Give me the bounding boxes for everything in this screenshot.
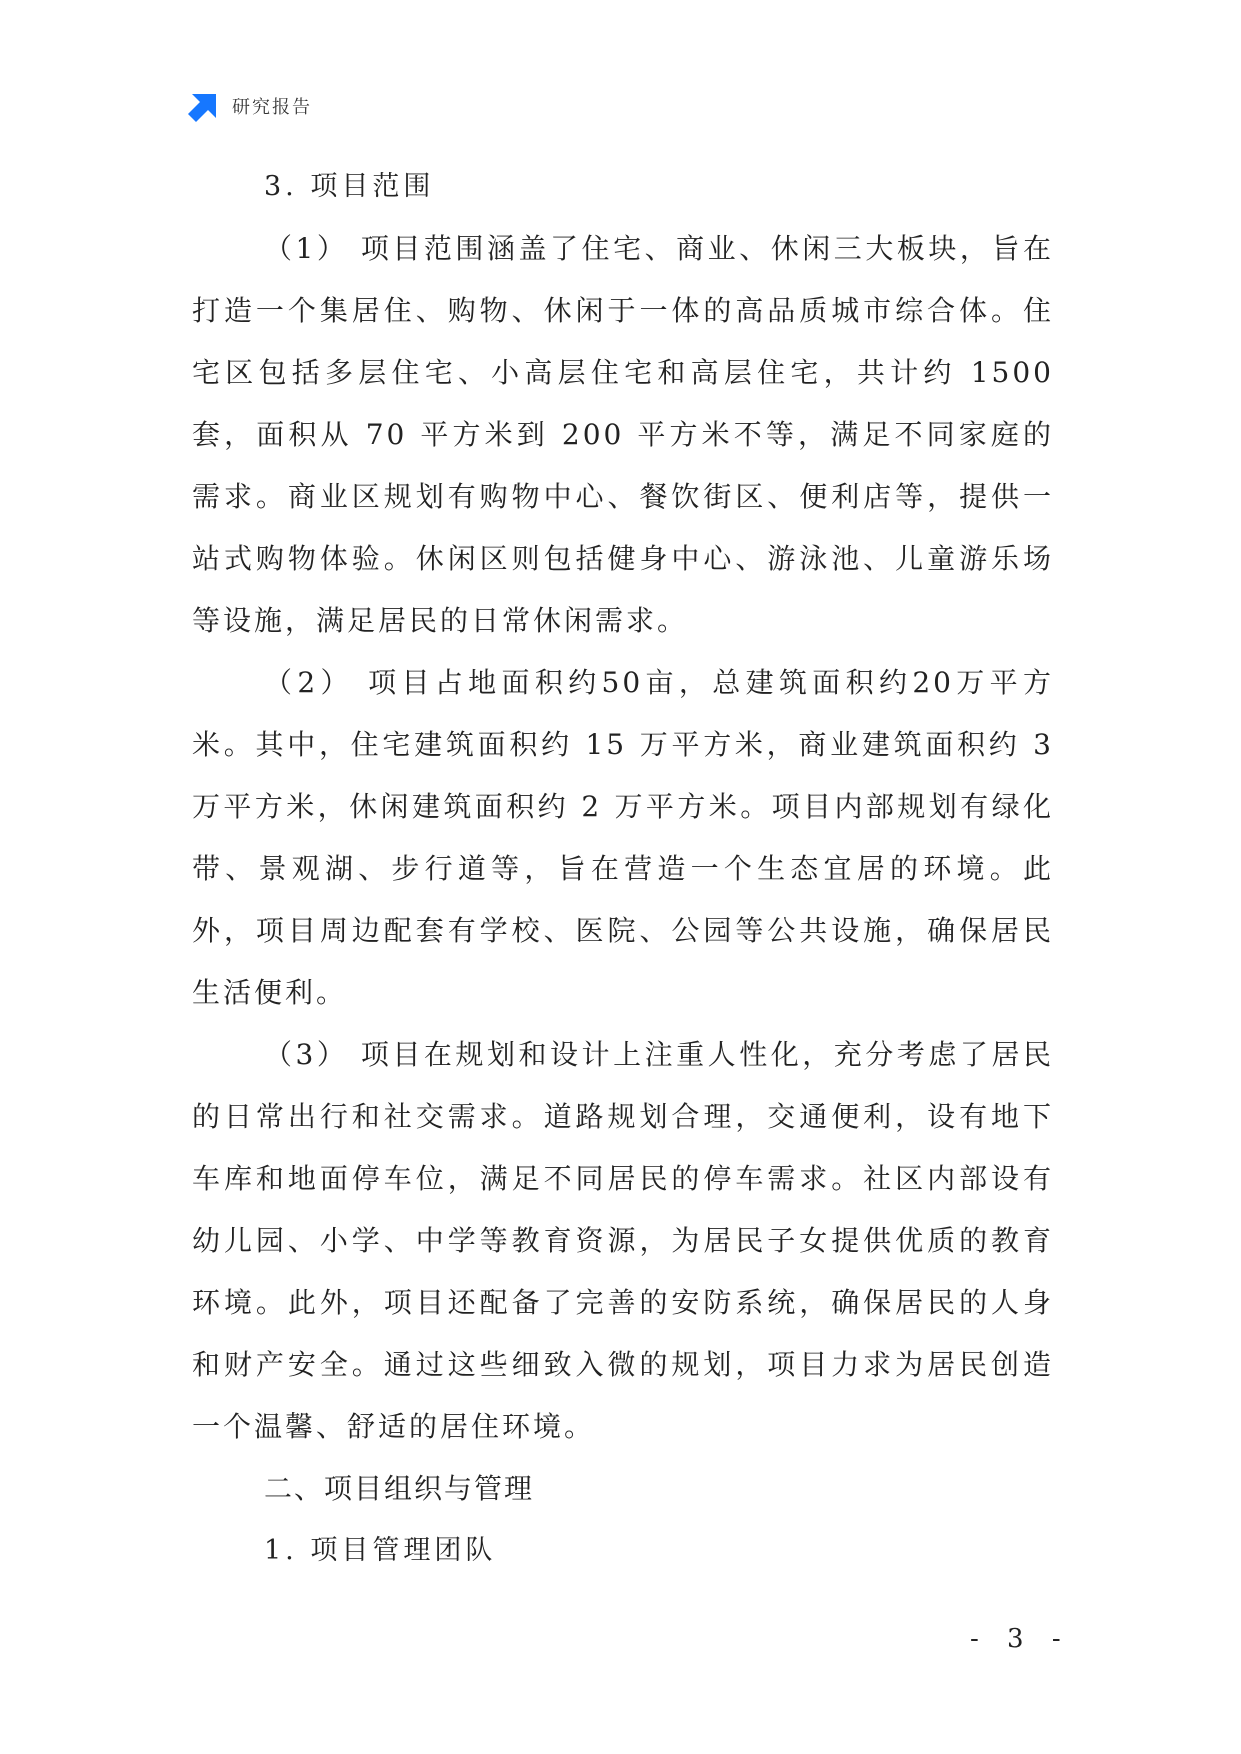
page-number: - 3 - [970,1624,1071,1654]
subsection-heading: 1. 项目管理团队 [264,1535,497,1566]
report-label: 研究报告 [232,97,312,118]
document-body [192,156,1054,1582]
paragraph-2: （2） 项目占地面积约50亩，总建筑面积约20万平方米。其中，住宅建筑面积约 15 万平方米，商业建筑面积约 3 万平方米，休闲建筑面积约 2 万平方米。项目内部规划有绿化带、景观湖、步行道等，旨在营造一个生态宜居的环境。此外，项目周边配套有学校、医院、公园等公共设施，确保居民生活便利。 [192,666,1054,1009]
paragraph-1: （1） 项目范围涵盖了住宅、商业、休闲三大板块，旨在打造一个集居住、购物、休闲于一体的高品质城市综合体。住宅区包括多层住宅、小高层住宅和高层住宅，共计约 1500 套，面积从 70 平方米到 200 平方米不等，满足不同家庭的需求。商业区规划有购物中心、餐饮街区、便利店等，提供一站式购物体验。休闲区则包括健身中心、游泳池、儿童游乐场等设施，满足居民的日常休闲需求。 [192,232,1054,637]
chapter-heading: 二、项目组织与管理 [264,1472,535,1505]
section-heading: 3. 项目范围 [264,171,435,202]
paragraph-3: （3） 项目在规划和设计上注重人性化，充分考虑了居民的日常出行和社交需求。道路规划合理，交通便利，设有地下车库和地面停车位，满足不同居民的停车需求。社区内部设有幼儿园、小学、中学等教育资源，为居民子女提供优质的教育环境。此外，项目还配备了完善的安防系统，确保居民的人身和财产安全。通过这些细致入微的规划，项目力求为居民创造一个温馨、舒适的居住环境。 [192,1038,1054,1443]
arrow-up-right-icon [188,90,220,122]
page-header [188,88,312,124]
